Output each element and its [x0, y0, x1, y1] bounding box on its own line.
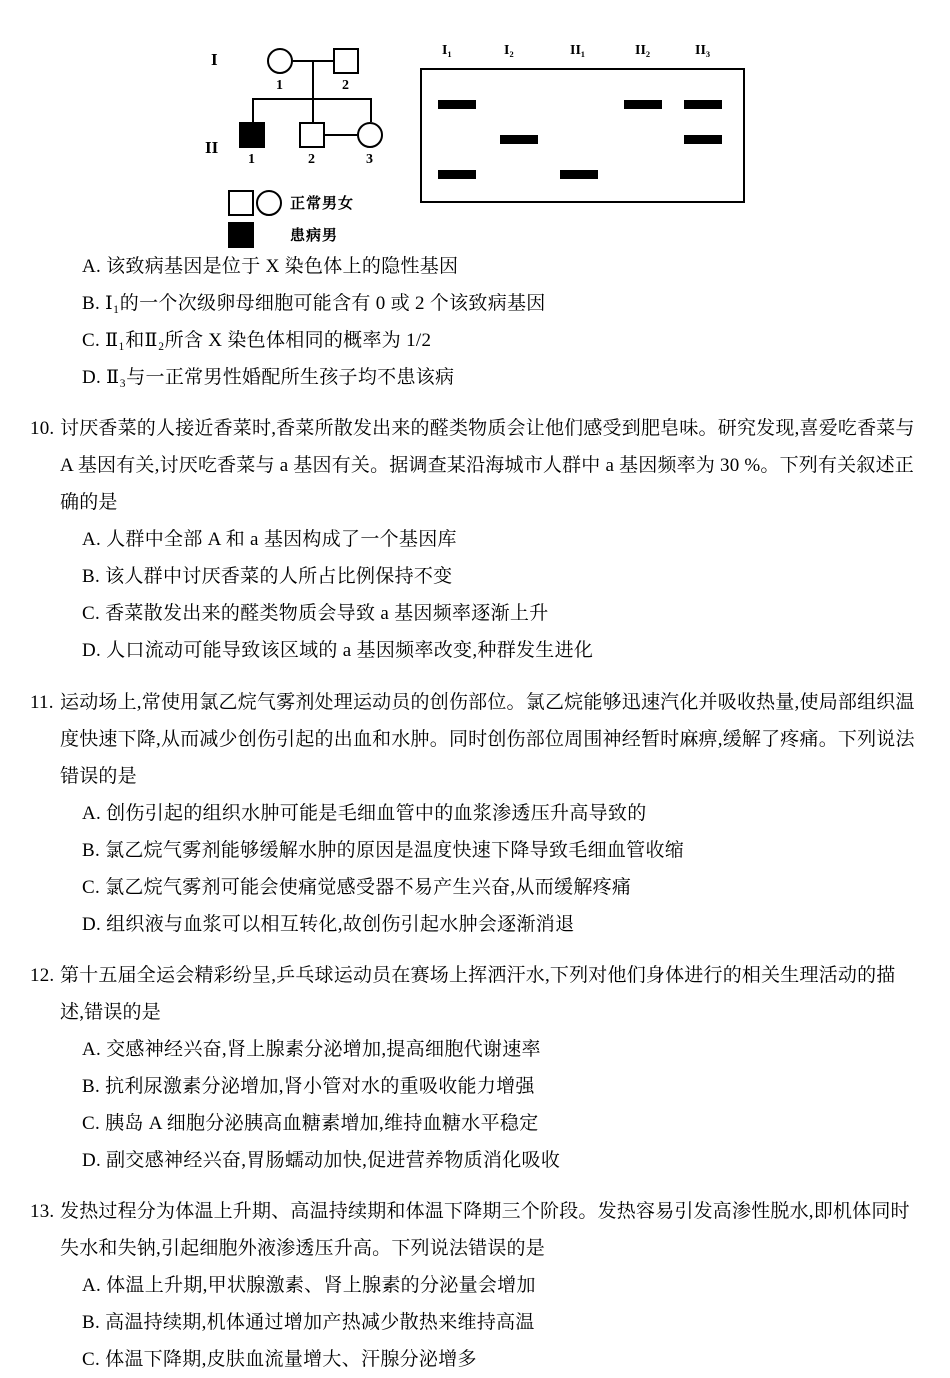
question-12-options — [30, 1031, 918, 1179]
question-11 — [30, 684, 918, 795]
question-stem: 第十五届全运会精彩纷呈,乒乓球运动员在赛场上挥洒汗水,下列对他们身体进行的相关生理活动的描述,错误的是 — [60, 964, 896, 1023]
descent-line — [312, 60, 314, 98]
gel-lane-label-4: II₂ — [635, 43, 651, 58]
gel-electrophoresis-box — [420, 68, 745, 203]
pedigree-number-II1: 1 — [248, 152, 255, 167]
legend-square-icon — [228, 190, 254, 216]
legend-filled-square-icon — [228, 222, 254, 248]
option-A: A. 人群中全部 A 和 a 基因构成了一个基因库 — [82, 529, 457, 551]
generation-label-2: II — [205, 138, 219, 157]
drop-line-II1 — [252, 98, 254, 122]
option-D: D. 组织液与血浆可以相互转化,故创伤引起水肿会逐渐消退 — [82, 913, 575, 935]
figure-area — [0, 18, 950, 248]
question-number: 12. — [30, 964, 55, 986]
question-10 — [30, 410, 918, 521]
gel-lane-label-2: I₂ — [504, 43, 514, 58]
gel-band — [438, 170, 476, 179]
pedigree-number-I2: 2 — [342, 78, 349, 93]
option-D: D. 副交感神经兴奋,胃肠蠕动加快,促进营养物质消化吸收 — [82, 1150, 561, 1172]
option-C: C. 氯乙烷气雾剂可能会使痛觉感受器不易产生兴奋,从而缓解疼痛 — [82, 876, 632, 898]
option-B: B. 高温持续期,机体通过增加产热减少散热来维持高温 — [82, 1312, 535, 1334]
gel-band — [684, 100, 722, 109]
pedigree-individual-II2 — [299, 122, 325, 148]
gel-lane-labels — [420, 43, 745, 65]
question-number: 13. — [30, 1201, 55, 1223]
option-B: B. 抗利尿激素分泌增加,肾小管对水的重吸收能力增强 — [82, 1075, 535, 1097]
question-13-options — [30, 1267, 918, 1378]
gel-band — [438, 100, 476, 109]
question-number: 10. — [30, 418, 55, 440]
legend-label-normal: 正常男女 — [290, 194, 355, 212]
question-13 — [30, 1193, 918, 1267]
option-C: C. 体温下降期,皮肤血流量增大、汗腺分泌增多 — [82, 1349, 477, 1371]
option-C: C. 胰岛 A 细胞分泌胰高血糖素增加,维持血糖水平稳定 — [82, 1113, 539, 1135]
sibship-line — [252, 98, 370, 100]
drop-line-II3 — [370, 98, 372, 122]
legend-label-affected: 患病男 — [290, 226, 339, 244]
mating-line-II — [325, 134, 357, 136]
question-number: 11. — [30, 691, 54, 713]
pedigree-individual-I1 — [267, 48, 293, 74]
option-A: A. 交感神经兴奋,肾上腺素分泌增加,提高细胞代谢速率 — [82, 1038, 541, 1060]
gel-band — [500, 135, 538, 144]
option-A: A. 体温上升期,甲状腺激素、肾上腺素的分泌量会增加 — [82, 1275, 536, 1297]
gel-lane-label-3: II₁ — [570, 43, 586, 58]
question-12 — [30, 957, 918, 1031]
gel-lane-label-5: II₃ — [695, 43, 711, 58]
question-10-options — [30, 521, 918, 669]
gel-lane-label-1: I₁ — [442, 43, 452, 58]
gel-band — [560, 170, 598, 179]
option-A: A. 创伤引起的组织水肿可能是毛细血管中的血浆渗透压升高导致的 — [82, 802, 647, 824]
pedigree-legend — [228, 190, 408, 248]
legend-row-affected — [228, 222, 408, 248]
gel-band — [684, 135, 722, 144]
question-9-options — [30, 248, 918, 396]
exam-page — [0, 18, 950, 1371]
pedigree-number-I1: 1 — [276, 78, 283, 93]
pedigree-individual-II3 — [357, 122, 383, 148]
option-C: C. Ⅱ₁和Ⅱ₂所含 X 染色体相同的概率为 1/2 — [82, 330, 432, 352]
legend-row-normal — [228, 190, 408, 216]
pedigree-number-II3: 3 — [366, 152, 373, 167]
question-stem: 运动场上,常使用氯乙烷气雾剂处理运动员的创伤部位。氯乙烷能够迅速汽化并吸收热量,使局部组织温度快速下降,从而减少创伤引起的出血和水肿。同时创伤部位周围神经暂时麻痹,缓解了疼痛。下列说法错误的是 — [60, 691, 915, 787]
question-stem: 讨厌香菜的人接近香菜时,香菜所散发出来的醛类物质会让他们感受到肥皂味。研究发现,喜爱吃香菜与 A 基因有关,讨厌吃香菜与 a 基因有关。据调查某沿海城市人群中 a 基因频率为 30 %。下列有关叙述正确的是 — [60, 418, 915, 514]
pedigree-number-II2: 2 — [308, 152, 315, 167]
option-D: D. 人口流动可能导致该区域的 a 基因频率改变,种群发生进化 — [82, 640, 594, 662]
option-B: B. 该人群中讨厌香菜的人所占比例保持不变 — [82, 566, 453, 588]
question-stem: 发热过程分为体温上升期、高温持续期和体温下降期三个阶段。发热容易引发高渗性脱水,即机体同时失水和失钠,引起细胞外液渗透压升高。下列说法错误的是 — [60, 1201, 910, 1260]
question-11-options — [30, 795, 918, 943]
option-B: B. 氯乙烷气雾剂能够缓解水肿的原因是温度快速下降导致毛细血管收缩 — [82, 839, 685, 861]
option-A: A. 该致病基因是位于 X 染色体上的隐性基因 — [82, 256, 459, 277]
option-C: C. 香菜散发出来的醛类物质会导致 a 基因频率逐渐上升 — [82, 603, 549, 625]
drop-line-II2 — [312, 98, 314, 122]
legend-circle-icon — [256, 190, 282, 216]
question-content — [0, 248, 950, 1378]
gel-band — [624, 100, 662, 109]
generation-label-1: I — [211, 50, 218, 69]
pedigree-individual-I2 — [333, 48, 359, 74]
option-D: D. Ⅱ₃与一正常男性婚配所生孩子均不患该病 — [82, 367, 455, 389]
option-B: B. Ⅰ₁的一个次级卵母细胞可能含有 0 或 2 个该致病基因 — [82, 293, 546, 315]
pedigree-individual-II1 — [239, 122, 265, 148]
